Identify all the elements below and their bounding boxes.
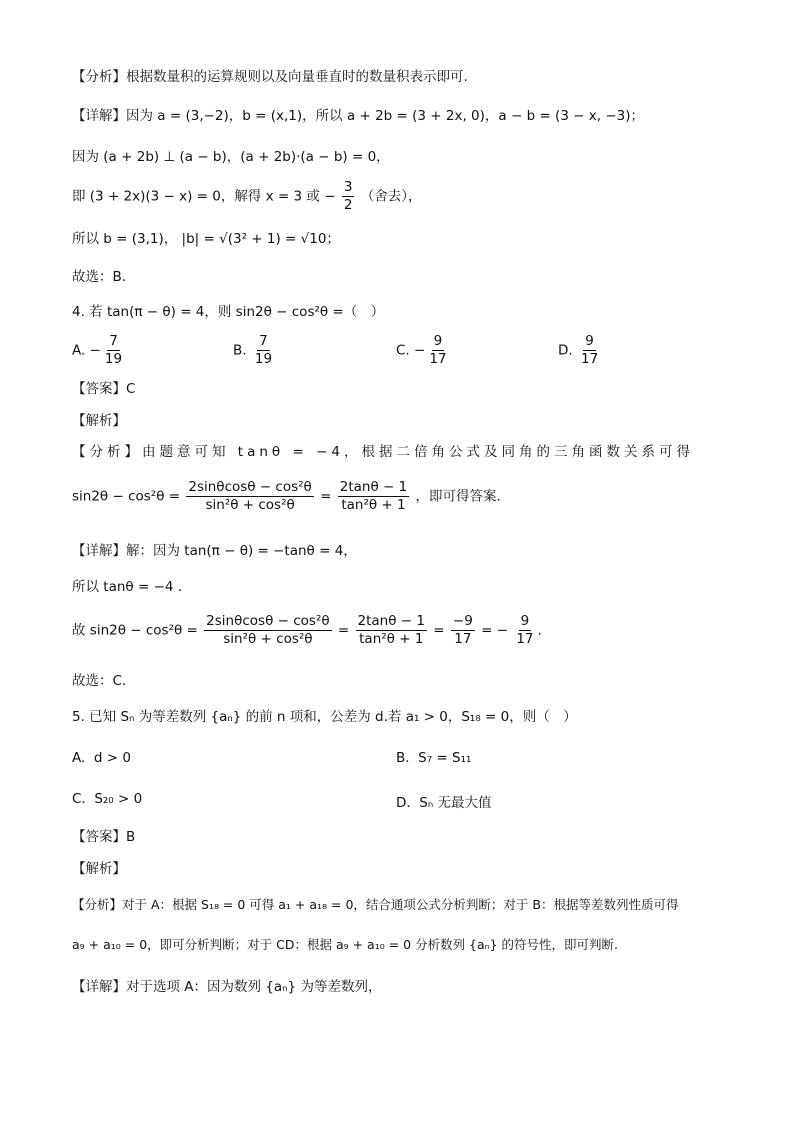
option-letter: D. xyxy=(396,795,411,811)
fraction-den: tan²θ + 1 xyxy=(359,631,424,647)
q4-analysis-2-tail: ，即可得答案. xyxy=(415,488,501,505)
option-letter: C. xyxy=(72,791,86,807)
option-text: Sₙ 无最大值 xyxy=(419,795,492,811)
option-den: 17 xyxy=(580,351,599,367)
option-num: 9 xyxy=(585,333,594,349)
q4-answer-tag: 【答案】C xyxy=(72,381,136,397)
option-num: 9 xyxy=(433,333,443,349)
option-letter: A. xyxy=(72,750,86,766)
q4-detail-fraction-3 xyxy=(451,614,475,647)
q4-option-d xyxy=(558,334,602,367)
q5-stem: 5. 已知 Sₙ 为等差数列 {aₙ} 的前 n 项和，公差为 d.若 a₁ > 0，S₁₈ = 0，则（ ） xyxy=(72,709,577,725)
option-fraction xyxy=(103,334,124,367)
option-num: 7 xyxy=(109,333,118,349)
fraction-den: 17 xyxy=(454,631,472,647)
equals-sign: = xyxy=(433,622,445,639)
q4-detail-fraction-1 xyxy=(204,614,331,647)
option-text: d > 0 xyxy=(93,750,131,766)
q4-analysis-fraction-2 xyxy=(338,480,409,513)
q3-fraction-den: 2 xyxy=(343,197,353,213)
option-letter: A. xyxy=(72,342,86,359)
fraction-den: sin²θ + cos²θ xyxy=(205,497,295,513)
q3-detail-3 xyxy=(72,180,421,213)
q4-analysis-fraction-1 xyxy=(186,480,313,513)
option-sign: − xyxy=(89,342,101,359)
q5-analysis-1: 【分析】对于 A：根据 S₁₈ = 0 可得 a₁ + a₁₈ = 0，结合通项公式分析判断；对于 B：根据等差数列性质可得 xyxy=(72,897,679,912)
option-letter: C. xyxy=(396,342,410,359)
q3-fraction-num: 3 xyxy=(343,179,353,195)
q5-option-d xyxy=(396,791,492,811)
q4-analysis-1: 【分析】由题意可知 tanθ = −4，根据二倍角公式及同角的三角函数关系可得 xyxy=(72,444,694,460)
option-fraction xyxy=(579,334,600,367)
fraction-num: 9 xyxy=(520,613,530,629)
q4-analysis-2-lhs: sin2θ − cos²θ = xyxy=(72,488,181,505)
option-letter: B. xyxy=(233,342,247,359)
q4-option-a xyxy=(72,334,126,367)
fraction-den: 17 xyxy=(516,631,534,647)
fraction-den: tan²θ + 1 xyxy=(341,497,406,513)
q3-detail-4: 所以 b = (3,1)， |b| = √(3² + 1) = √10； xyxy=(72,231,340,247)
option-text: S₇ = S₁₁ xyxy=(418,750,472,766)
fraction-num: 2tanθ − 1 xyxy=(357,613,425,629)
q5-analysis-2: a₉ + a₁₀ = 0，即可分析判断；对于 CD：根据 a₉ + a₁₀ = 0 分析数列 {aₙ} 的符号性，即可判断. xyxy=(72,937,619,952)
option-fraction xyxy=(253,334,274,367)
option-letter: B. xyxy=(396,750,410,766)
fraction-num: −9 xyxy=(452,613,473,629)
q4-analysis-tag: 【解析】 xyxy=(72,413,126,429)
q4-detail-3-lhs: 故 sin2θ − cos²θ = xyxy=(72,622,198,639)
option-den: 19 xyxy=(254,351,273,367)
option-fraction xyxy=(427,334,448,367)
q4-detail-fraction-4 xyxy=(514,614,535,647)
option-text: S₂₀ > 0 xyxy=(94,791,143,807)
q5-answer-tag: 【答案】B xyxy=(72,829,136,845)
period: . xyxy=(537,622,542,639)
q4-detail-3 xyxy=(72,614,542,647)
q5-option-a xyxy=(72,750,131,766)
option-sign: − xyxy=(414,342,426,359)
q4-detail-fraction-2 xyxy=(356,614,427,647)
q5-detail-1: 【详解】对于选项 A：因为数列 {aₙ} 为等差数列， xyxy=(72,979,382,995)
q4-analysis-2 xyxy=(72,480,501,513)
fraction-den: sin²θ + cos²θ xyxy=(223,631,313,647)
q3-analysis: 【分析】根据数量积的运算规则以及向量垂直时的数量积表示即可. xyxy=(72,69,468,85)
q3-answer: 故选：B. xyxy=(72,269,127,285)
equals-sign: = xyxy=(320,488,332,505)
q3-detail-1: 【详解】因为 a = (3,−2)，b = (x,1)，所以 a + 2b = (3 + 2x, 0)，a − b = (3 − x, −3)； xyxy=(72,108,645,124)
option-den: 19 xyxy=(104,351,123,367)
equals-sign: = − xyxy=(481,622,509,639)
q4-option-c xyxy=(396,334,451,367)
q3-fraction xyxy=(342,180,355,213)
q4-option-b xyxy=(233,334,276,367)
q4-stem: 4. 若 tan(π − θ) = 4，则 sin2θ − cos²θ =（ ） xyxy=(72,304,385,320)
equals-sign: = xyxy=(337,622,350,639)
fraction-num: 2sinθcosθ − cos²θ xyxy=(188,479,312,495)
option-letter: D. xyxy=(558,342,573,359)
q3-detail-2: 因为 (a + 2b) ⊥ (a − b)，(a + 2b)·(a − b) = 0， xyxy=(72,149,390,165)
option-den: 17 xyxy=(429,351,447,367)
q5-option-b xyxy=(396,750,471,766)
q3-detail-3-post: （舍去）， xyxy=(360,188,422,205)
q3-detail-3-pre: 即 (3 + 2x)(3 − x) = 0，解得 x = 3 或 − xyxy=(72,188,336,205)
q5-analysis-tag: 【解析】 xyxy=(72,861,126,877)
q4-detail-2: 所以 tanθ = −4 . xyxy=(72,579,183,595)
q4-answer: 故选：C. xyxy=(72,673,127,689)
fraction-num: 2tanθ − 1 xyxy=(339,479,408,495)
q4-detail-1: 【详解】解：因为 tan(π − θ) = −tanθ = 4， xyxy=(72,543,357,559)
option-num: 7 xyxy=(259,333,268,349)
fraction-num: 2sinθcosθ − cos²θ xyxy=(206,613,330,629)
q5-option-c xyxy=(72,791,142,807)
